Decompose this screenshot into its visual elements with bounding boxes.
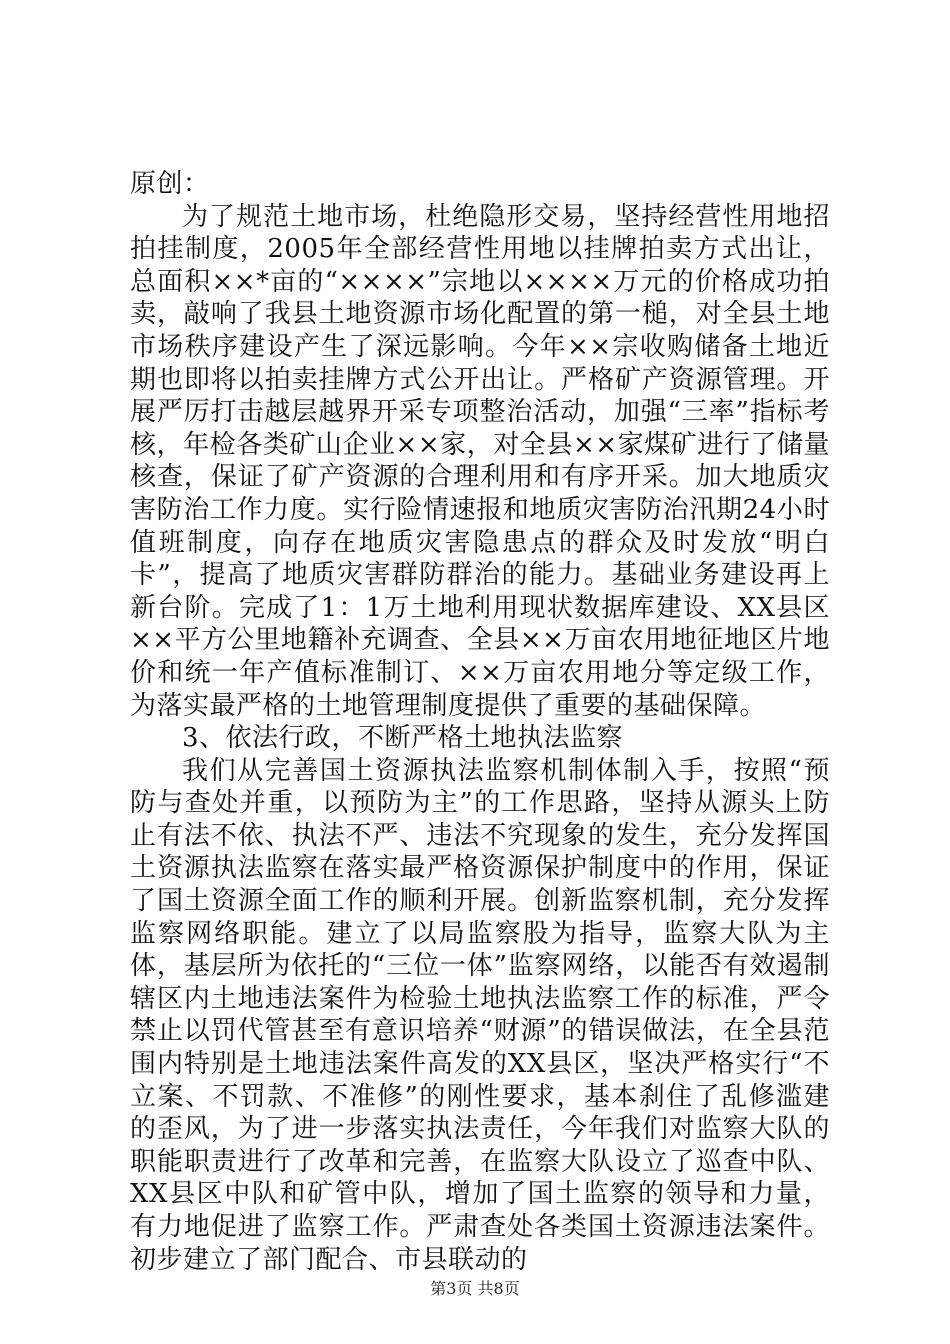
document-label: 原创：: [130, 169, 210, 199]
page-footer: 第3页 共8页: [430, 1279, 520, 1298]
document-body: [130, 168, 830, 1276]
paragraph-law-enforcement: 我们从完善国土资源执法监察机制体制入手，按照“预防与查处并重，以预防为主”的工作思路，坚持从源头上防止有法不依、执法不严、违法不究现象的发生，充分发挥国土资源执法监察在落实最严格资源保护制度中的作用，保证了国土资源全面工作的顺利开展。创新监察机制，充分发挥监察网络职能。建立了以局监察股为指导，监察大队为主体，基层所为依托的“三位一体”监察网络，以能否有效遏制辖区内土地违法案件为检验土地执法监察工作的标准，严令禁止以罚代管甚至有意识培养“财源”的错误做法，在全县范围内特别是土地违法案件高发的XX县区，坚决严格实行“不立案、不罚款、不准修”的刚性要求，基本刹住了乱修滥建的歪风，为了进一步落实执法责任，今年我们对监察大队的职能职责进行了改革和完善，在监察大队设立了巡查中队、XX县区中队和矿管中队，增加了国土监察的领导和力量，有力地促进了监察工作。严肃查处各类国土资源违法案件。初步建立了部门配合、市县联动的: [130, 755, 830, 1275]
paragraph-land-market: 为了规范土地市场，杜绝隐形交易，坚持经营性用地招拍挂制度，2005年全部经营性用地以挂牌拍卖方式出让，总面积××*亩的“××××”宗地以××××万元的价格成功拍卖，敲响了我县土地资源市场化配置的第一槌，对全县土地市场秩序建设产生了深远影响。今年××宗收购储备土地近期也即将以拍卖挂牌方式公开出让。严格矿产资源管理。开展严厉打击越层越界开采专项整治活动，加强“三率”指标考核，年检各类矿山企业××家，对全县××家煤矿进行了储量核查，保证了矿产资源的合理利用和有序开采。加大地质灾害防治工作力度。实行险情速报和地质灾害防治汛期24小时值班制度，向存在地质灾害隐患点的群众及时发放“明白卡”，提高了地质灾害群防群治的能力。基础业务建设再上新台阶。完成了1：1万土地利用现状数据库建设、XX县区××平方公里地籍补充调查、全县××万亩农用地征地区片地价和统一年产值标准制订、××万亩农用地分等定级工作，为落实最严格的土地管理制度提供了重要的基础保障。: [130, 201, 830, 721]
section-heading: 3、依法行政，不断严格土地执法监察: [182, 723, 624, 754]
